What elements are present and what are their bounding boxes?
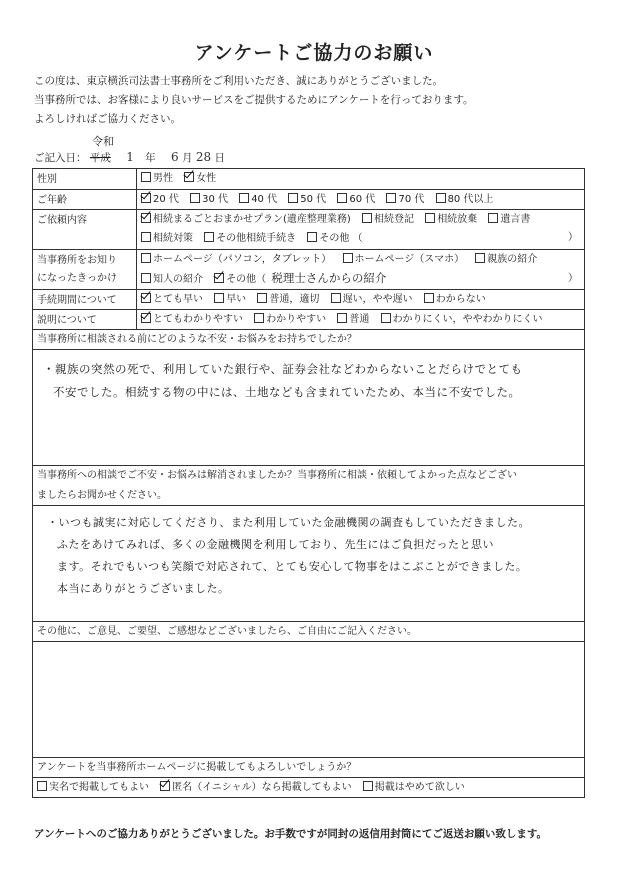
date-label: ご記入日： <box>34 152 87 164</box>
age-80[interactable]: 80 代以上 <box>436 190 494 209</box>
trigger-acquaintance[interactable]: 知人の紹介 <box>141 270 203 289</box>
checkbox-checked-icon <box>141 293 151 303</box>
q2-question: 当事務所への相談でご不安・お悩みは解消されましたか？当事務所に相談・依頼してよかった点などござい ましたらお聞かせください。 <box>37 470 517 501</box>
checkbox-checked-icon <box>184 172 194 182</box>
request-options <box>141 210 584 248</box>
checkbox-icon <box>331 293 341 303</box>
month-unit: 月 <box>182 152 193 164</box>
request-other-procedures[interactable]: その他相続手続き <box>204 229 296 248</box>
intro-line-2: 当事務所では、お客様により良いサービスをご提供するためにアンケートを行っております。 <box>34 94 474 106</box>
checkbox-icon <box>425 213 435 223</box>
gender-options <box>141 169 584 188</box>
gender-male[interactable]: 男性 <box>141 169 173 188</box>
checkbox-icon <box>190 193 200 203</box>
checkbox-icon <box>363 781 373 791</box>
checkbox-icon <box>307 232 317 242</box>
date-year: 1 <box>126 150 134 164</box>
gender-female[interactable]: 女性 <box>184 169 216 188</box>
q1-header <box>33 329 584 349</box>
intro-text <box>34 72 474 129</box>
survey-table <box>32 168 585 798</box>
explanation-very-clear[interactable]: とてもわかりやすい <box>141 310 243 329</box>
q1-answer: ・親族の突然の死で、利用していた銀行や、証券会社などわからないことだらけでとても 不安でした。相続する物の中には、土地なども含まれていたため、本当に不安でした。 <box>43 362 523 399</box>
entry-date <box>34 150 225 165</box>
intro-line-1: この度は、東京横浜司法書士事務所をご利用いただき、誠にありがとうございました。 <box>34 75 444 87</box>
age-30[interactable]: 30 代 <box>190 190 228 209</box>
trigger-homepage-pc[interactable]: ホームページ（パソコン，タブレット） <box>141 250 331 269</box>
trigger-relative[interactable]: 親族の紹介 <box>475 250 537 269</box>
q2-answer-area <box>33 505 584 621</box>
date-month: 6 <box>171 150 179 164</box>
checkbox-icon <box>141 232 151 242</box>
row-gender <box>33 169 584 189</box>
request-label: ご依頼内容 <box>33 210 137 249</box>
period-unknown[interactable]: わからない <box>424 290 486 309</box>
q3-question: その他に、ご意見、ご要望、ご感想などございましたら、ご自由にご記入ください。 <box>37 626 417 637</box>
checkbox-icon <box>475 253 485 263</box>
row-request <box>33 209 584 249</box>
trigger-label: 当事務所をお知り になったきっかけ <box>33 250 137 289</box>
trigger-other[interactable]: その他（ <box>214 270 266 289</box>
row-period <box>33 289 584 309</box>
request-registration[interactable]: 相続登記 <box>362 210 414 229</box>
publish-options <box>33 777 584 797</box>
trigger-options <box>141 250 584 289</box>
request-renunciation[interactable]: 相続放棄 <box>425 210 477 229</box>
day-unit: 日 <box>214 152 225 164</box>
date-day: 28 <box>195 150 212 164</box>
checkbox-icon <box>337 313 347 323</box>
age-50[interactable]: 50 代 <box>288 190 326 209</box>
trigger-homepage-phone[interactable]: ホームページ（スマホ） <box>343 250 465 269</box>
checkbox-icon <box>257 293 267 303</box>
q1-question: 当事務所に相談される前にどのような不安・お悩みをお持ちでしたか？ <box>37 334 357 345</box>
intro-line-3: よろしければご協力ください。 <box>34 113 181 125</box>
checkbox-checked-icon <box>141 193 151 203</box>
period-normal[interactable]: 普通，適切 <box>257 290 319 309</box>
period-fast[interactable]: 早い <box>214 290 246 309</box>
period-very-fast[interactable]: とても早い <box>141 290 203 309</box>
publish-question: アンケートを当事務所ホームページに掲載してもよろしいでしょうか？ <box>37 762 357 773</box>
checkbox-icon <box>386 193 396 203</box>
age-label: ご年齢 <box>33 190 137 209</box>
checkbox-checked-icon <box>141 213 151 223</box>
checkbox-icon <box>343 253 353 263</box>
trigger-other-text: 税理士さんからの紹介 <box>271 271 387 285</box>
row-explanation <box>33 309 584 329</box>
checkbox-checked-icon <box>160 781 170 791</box>
period-options <box>141 290 584 309</box>
row-age <box>33 189 584 209</box>
explanation-label: 説明について <box>33 310 137 329</box>
checkbox-icon <box>337 193 347 203</box>
explanation-unclear[interactable]: わかりにくい，ややわかりにくい <box>381 310 543 329</box>
publish-anonymous[interactable]: 匿名（イニシャル）なら掲載してもよい <box>160 778 351 797</box>
q3-answer-area[interactable] <box>33 641 584 757</box>
explanation-normal[interactable]: 普通 <box>337 310 369 329</box>
age-60[interactable]: 60 代 <box>337 190 375 209</box>
checkbox-icon <box>239 193 249 203</box>
printed-era: 平成 <box>89 152 111 164</box>
handwritten-era: 令和 <box>92 135 114 148</box>
checkbox-icon <box>254 313 264 323</box>
year-unit: 年 <box>145 152 156 164</box>
checkbox-icon <box>37 781 47 791</box>
footer-note: アンケートへのご協力ありがとうございました。お手数ですが同封の返信用封筒にてご返送お願い致します。 <box>34 828 548 840</box>
checkbox-icon <box>362 213 372 223</box>
q1-answer-area <box>33 349 584 465</box>
checkbox-icon <box>204 232 214 242</box>
request-other[interactable]: その他 （ <box>307 229 362 248</box>
age-70[interactable]: 70 代 <box>386 190 424 209</box>
publish-real-name[interactable]: 実名で掲載してもよい <box>37 778 149 797</box>
age-options <box>141 190 584 209</box>
age-20[interactable]: 20 代 <box>141 190 179 209</box>
age-40[interactable]: 40 代 <box>239 190 277 209</box>
checkbox-icon <box>436 193 446 203</box>
q3-header <box>33 621 584 641</box>
request-other-close: ） <box>568 232 578 243</box>
checkbox-icon <box>214 293 224 303</box>
row-trigger <box>33 249 584 289</box>
checkbox-icon <box>424 293 434 303</box>
period-label: 手続期間について <box>33 290 137 309</box>
request-will[interactable]: 遺言書 <box>488 210 530 229</box>
checkbox-checked-icon <box>141 313 151 323</box>
checkbox-icon <box>141 172 151 182</box>
survey-title: アンケートご協力のお願い <box>194 42 434 64</box>
checkbox-icon <box>141 253 151 263</box>
publish-no[interactable]: 掲載はやめて欲しい <box>363 778 465 797</box>
checkbox-icon <box>288 193 298 203</box>
request-full-plan[interactable]: 相続まるごとおまかせプラン(遺産整理業務) <box>141 210 351 229</box>
period-slow[interactable]: 遅い，やや遅い <box>331 290 413 309</box>
request-planning[interactable]: 相続対策 <box>141 229 193 248</box>
explanation-options <box>141 310 584 329</box>
checkbox-checked-icon <box>214 273 224 283</box>
checkbox-icon <box>488 213 498 223</box>
trigger-other-close: ） <box>568 273 578 284</box>
checkbox-icon <box>381 313 391 323</box>
publish-header <box>33 757 584 777</box>
gender-label: 性別 <box>33 169 137 189</box>
explanation-clear[interactable]: わかりやすい <box>254 310 326 329</box>
q2-header <box>33 465 584 505</box>
checkbox-icon <box>141 273 151 283</box>
q2-answer: ・いつも誠実に対応してくださり、また利用していた金融機関の調査もしていただきました。 ふたをあけてみれば、多くの金融機関を利用しており、先生にはご負担だったと思い ます。それでもいつも笑顔で対応されて、とても安心して物事をはこぶことができました。 本当にありがとうございました。 <box>47 516 530 595</box>
